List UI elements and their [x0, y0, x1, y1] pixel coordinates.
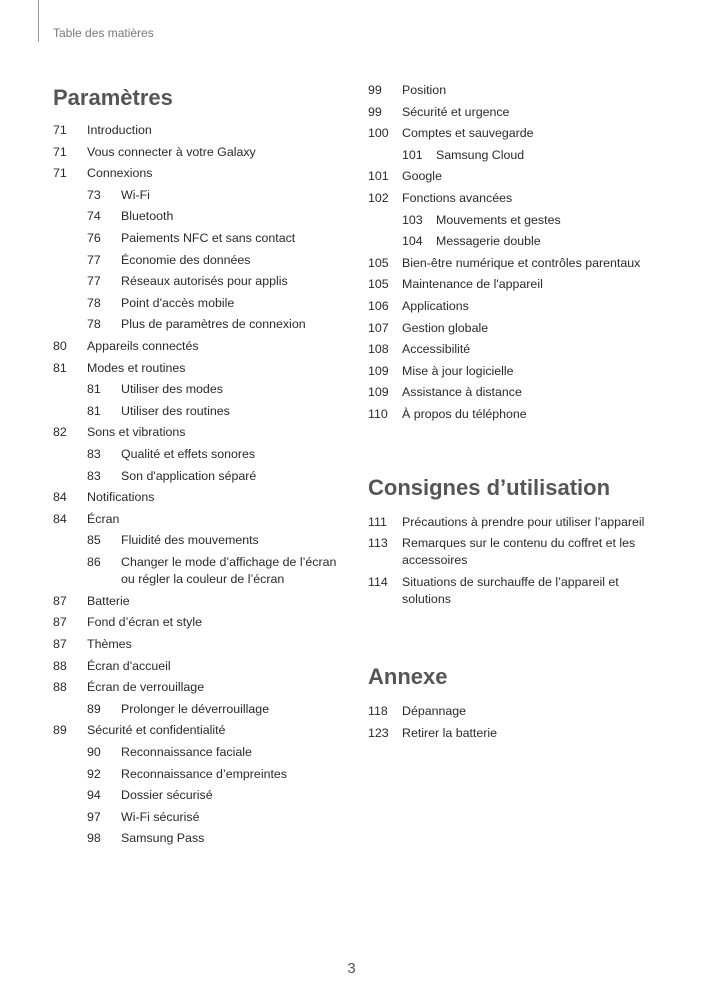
toc-entry[interactable] — [53, 509, 353, 531]
toc-entry-text: Situations de surchauffe de l’appareil et solutions — [402, 575, 619, 607]
toc-entry-text: Mouvements et gestes — [436, 212, 561, 227]
toc-entry-text: Messagerie double — [436, 234, 541, 249]
section-title-annexe: Annexe — [368, 664, 448, 690]
toc-entry-text: À propos du téléphone — [402, 406, 527, 421]
toc-entry[interactable] — [368, 80, 668, 102]
header-title: Table des matières — [53, 26, 154, 40]
toc-entry-text: Introduction — [87, 123, 152, 137]
toc-subentry[interactable] — [53, 379, 353, 401]
toc-entry-text: Samsung Pass — [121, 831, 205, 846]
toc-entry-text: Précautions à prendre pour utiliser l’appareil — [402, 514, 645, 529]
toc-entry-text: Gestion globale — [402, 320, 489, 335]
toc-entry[interactable] — [53, 720, 353, 742]
toc-entry-text: Bien-être numérique et contrôles parentaux — [402, 255, 641, 270]
toc-subentry[interactable] — [53, 530, 353, 552]
toc-page-number: 90 — [87, 745, 101, 760]
toc-entry[interactable] — [368, 533, 668, 572]
toc-entry-text: Modes et routines — [87, 360, 186, 375]
toc-page-number: 102 — [368, 190, 389, 205]
toc-page-number: 87 — [53, 637, 67, 652]
toc-subentry[interactable] — [53, 271, 353, 293]
toc-entry-text: Vous connecter à votre Galaxy — [87, 144, 256, 159]
toc-entry[interactable] — [368, 318, 668, 340]
toc-entry-text: Reconnaissance faciale — [121, 745, 252, 760]
toc-entry[interactable] — [53, 120, 353, 142]
toc-subentry[interactable] — [53, 764, 353, 786]
toc-page-number: 99 — [368, 104, 382, 119]
toc-list — [368, 512, 668, 612]
toc-entry[interactable] — [368, 102, 668, 124]
toc-entry-text: Appareils connectés — [87, 338, 199, 353]
toc-list — [368, 701, 668, 744]
toc-subentry[interactable] — [368, 145, 668, 167]
toc-subentry[interactable] — [53, 206, 353, 228]
toc-page-number: 89 — [87, 701, 101, 716]
toc-entry-text: Qualité et effets sonores — [121, 446, 256, 461]
toc-subentry[interactable] — [53, 185, 353, 207]
toc-page-number: 86 — [87, 554, 101, 569]
toc-subentry[interactable] — [53, 250, 353, 272]
toc-entry[interactable] — [53, 656, 353, 678]
toc-entry-text: Notifications — [87, 490, 155, 505]
toc-page-number: 80 — [53, 338, 67, 353]
toc-entry[interactable] — [53, 358, 353, 380]
toc-page-number: 81 — [87, 382, 101, 397]
toc-page-number: 82 — [53, 425, 67, 440]
toc-page-number: 78 — [87, 295, 101, 310]
toc-entry-text: Écran de verrouillage — [87, 680, 205, 695]
toc-entry-text: Sons et vibrations — [87, 425, 186, 440]
toc-page-number: 85 — [87, 533, 101, 548]
toc-entry-text: Paiements NFC et sans contact — [121, 230, 296, 245]
toc-page-number: 83 — [87, 446, 101, 461]
toc-page-number: 123 — [368, 725, 389, 740]
toc-entry-text: Économie des données — [121, 252, 251, 267]
toc-entry[interactable] — [53, 612, 353, 634]
toc-subentry[interactable] — [53, 828, 353, 850]
toc-subentry[interactable] — [368, 231, 668, 253]
toc-page-number: 107 — [368, 320, 389, 335]
toc-entry-text: Samsung Cloud — [436, 147, 525, 162]
toc-entry-text: Accessibilité — [402, 342, 471, 357]
toc-entry-text: Son d'application séparé — [121, 468, 257, 483]
toc-page-number: 101 — [402, 147, 423, 162]
toc-page-number: 105 — [368, 255, 389, 270]
toc-page-number: 76 — [87, 230, 101, 245]
toc-page-number: 71 — [53, 144, 67, 159]
toc-entry[interactable] — [53, 591, 353, 613]
toc-subentry[interactable] — [53, 314, 353, 336]
toc-entry-text: Position — [402, 83, 447, 97]
header-rule — [38, 0, 39, 42]
toc-list — [368, 80, 668, 426]
toc-entry-text: Réseaux autorisés pour applis — [121, 274, 288, 289]
toc-page-number: 103 — [402, 212, 423, 227]
toc-page-number: 104 — [402, 234, 423, 249]
toc-page-number: 71 — [53, 166, 67, 181]
toc-entry-text: Écran d'accueil — [87, 658, 171, 673]
toc-subentry[interactable] — [53, 228, 353, 250]
toc-entry-text: Utiliser des modes — [121, 382, 223, 397]
toc-page-number: 73 — [87, 187, 101, 202]
toc-entry[interactable] — [53, 487, 353, 509]
toc-page-number: 77 — [87, 274, 101, 289]
toc-entry-text: Prolonger le déverrouillage — [121, 701, 270, 716]
toc-entry[interactable] — [53, 634, 353, 656]
toc-page-number: 77 — [87, 252, 101, 267]
toc-entry[interactable] — [368, 404, 668, 426]
toc-page-number: 105 — [368, 277, 389, 292]
toc-page-number: 74 — [87, 209, 101, 224]
toc-entry-text: Applications — [402, 298, 469, 313]
toc-entry-text: Mise à jour logicielle — [402, 363, 514, 378]
toc-entry-text: Comptes et sauvegarde — [402, 126, 534, 141]
toc-entry-text: Maintenance de l'appareil — [402, 277, 543, 292]
toc-entry-text: Plus de paramètres de connexion — [121, 317, 306, 332]
toc-entry[interactable] — [368, 382, 668, 404]
toc-entry[interactable] — [368, 339, 668, 361]
toc-subentry[interactable] — [53, 466, 353, 488]
toc-entry[interactable] — [368, 361, 668, 383]
toc-entry-text: Dépannage — [402, 704, 467, 719]
toc-subentry[interactable] — [53, 807, 353, 829]
toc-entry-text: Connexions — [87, 166, 153, 181]
toc-entry-text: Thèmes — [87, 637, 132, 652]
toc-subentry[interactable] — [53, 293, 353, 315]
toc-entry[interactable] — [368, 274, 668, 296]
toc-page-number: 88 — [53, 680, 67, 695]
toc-entry[interactable] — [368, 296, 668, 318]
toc-page-number: 100 — [368, 126, 389, 141]
toc-page-number: 106 — [368, 298, 389, 313]
toc-list — [53, 120, 353, 850]
toc-entry-text: Google — [402, 169, 442, 184]
toc-entry[interactable] — [53, 677, 353, 699]
toc-entry-text: Fond d’écran et style — [87, 615, 203, 630]
toc-subentry[interactable] — [53, 401, 353, 423]
toc-entry[interactable] — [368, 188, 668, 210]
toc-page-number: 101 — [368, 169, 389, 184]
toc-subentry[interactable] — [53, 785, 353, 807]
toc-entry[interactable] — [368, 723, 668, 745]
toc-entry-text: Bluetooth — [121, 209, 174, 224]
toc-page-number: 71 — [53, 123, 67, 137]
toc-page-number: 109 — [368, 363, 389, 378]
toc-page-number: 118 — [368, 704, 388, 719]
toc-entry-text: Sécurité et urgence — [402, 104, 510, 119]
toc-entry[interactable] — [368, 512, 668, 534]
toc-page-number: 87 — [53, 593, 67, 608]
toc-entry-text: Fluidité des mouvements — [121, 533, 259, 548]
toc-entry-text: Wi-Fi sécurisé — [121, 809, 200, 824]
toc-page-number: 92 — [87, 766, 101, 781]
toc-page-number: 83 — [87, 468, 101, 483]
toc-page-number: 114 — [368, 575, 388, 590]
toc-entry[interactable] — [53, 336, 353, 358]
toc-entry-text: Batterie — [87, 593, 130, 608]
toc-entry[interactable] — [368, 701, 668, 723]
toc-page-number: 78 — [87, 317, 101, 332]
toc-page-number: 81 — [53, 360, 67, 375]
toc-subentry[interactable] — [368, 210, 668, 232]
toc-page-number: 89 — [53, 723, 67, 738]
toc-page-number: 99 — [368, 83, 382, 97]
toc-entry[interactable] — [53, 163, 353, 185]
toc-entry[interactable] — [53, 422, 353, 444]
toc-entry[interactable] — [368, 253, 668, 275]
toc-subentry[interactable] — [53, 444, 353, 466]
toc-page-number: 84 — [53, 511, 67, 526]
toc-entry-text: Assistance à distance — [402, 385, 522, 400]
toc-page-number: 111 — [368, 514, 387, 529]
toc-page-number: 81 — [87, 403, 101, 418]
toc-page-number: 94 — [87, 788, 101, 803]
toc-entry-text: Retirer la batterie — [402, 725, 498, 740]
page-number: 3 — [347, 960, 356, 977]
toc-page-number: 110 — [368, 406, 388, 421]
toc-page-number: 109 — [368, 385, 389, 400]
section-title-parametres: Paramètres — [53, 85, 173, 110]
toc-entry[interactable] — [53, 142, 353, 164]
toc-entry-text: Changer le mode d’affichage de l’écran ou régler la couleur de l’écran — [121, 554, 337, 586]
toc-page-number: 97 — [87, 809, 101, 824]
toc-page-number: 108 — [368, 342, 389, 357]
toc-entry-text: Remarques sur le contenu du coffret et les accessoires — [402, 536, 636, 568]
toc-left-column — [53, 80, 353, 850]
toc-entry-text: Fonctions avancées — [402, 190, 513, 205]
toc-entry[interactable] — [368, 572, 668, 611]
toc-entry-text: Reconnaissance d’empreintes — [121, 766, 287, 781]
toc-right-column — [368, 80, 668, 744]
toc-entry[interactable] — [368, 123, 668, 145]
toc-entry-text: Sécurité et confidentialité — [87, 723, 226, 738]
toc-page-number: 87 — [53, 615, 67, 630]
toc-entry-text: Écran — [87, 511, 120, 526]
toc-entry-text: Utiliser des routines — [121, 403, 230, 418]
toc-subentry[interactable] — [53, 699, 353, 721]
toc-page-number: 98 — [87, 831, 101, 846]
toc-entry-text: Dossier sécurisé — [121, 788, 213, 803]
toc-entry-text: Wi-Fi — [121, 187, 150, 202]
toc-page-number: 84 — [53, 490, 67, 505]
toc-subentry[interactable] — [53, 552, 353, 591]
toc-page-number: 113 — [368, 536, 388, 551]
toc-entry-text: Point d'accès mobile — [121, 295, 235, 310]
toc-subentry[interactable] — [53, 742, 353, 764]
toc-entry[interactable] — [368, 166, 668, 188]
section-title-consignes: Consignes d’utilisation — [368, 474, 611, 500]
toc-page-number: 88 — [53, 658, 67, 673]
